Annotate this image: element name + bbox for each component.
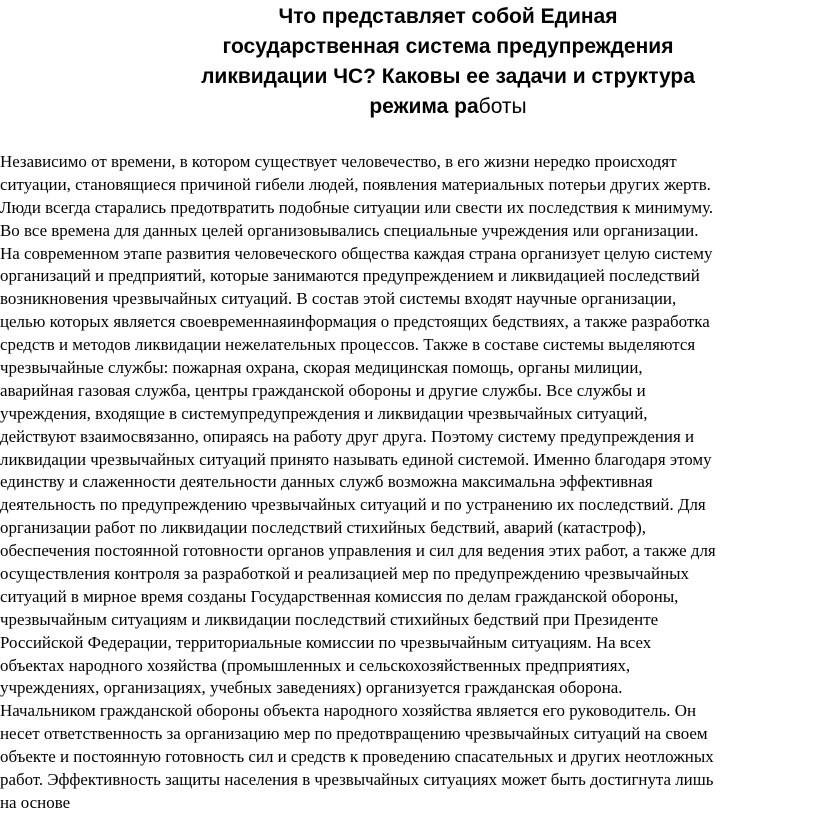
title-line-1: Что представляет собой Единая bbox=[278, 5, 618, 28]
body-line: Начальником гражданской обороны объекта народного хозяйства является его руководитель. Он bbox=[0, 701, 697, 721]
title-line-4-bold: режима ра bbox=[369, 95, 479, 118]
body-line: средств и методов ликвидации нежелательных процессов. Также в составе системы выделяются bbox=[0, 335, 696, 355]
body-line: Российской Федерации, территориальные комиссии по чрезвычайным ситуациям. На всех bbox=[0, 632, 652, 652]
body-line: учреждениях, организациях, учебных заведениях) организуется гражданская оборона. bbox=[0, 678, 623, 698]
body-line: аварийная газовая служба, центры гражданской обороны и другие службы. Все службы и bbox=[0, 380, 646, 400]
body-line: на основе bbox=[0, 792, 71, 812]
body-line: работ. Эффективность защиты населения в чрезвычайных ситуациях может быть достигнута лишь bbox=[0, 770, 714, 790]
body-line: деятельность по предупреждению чрезвычайных ситуаций и по устранению их последствий. Для bbox=[0, 495, 706, 515]
title-line-2: государственная система предупреждения bbox=[222, 35, 674, 58]
body-line: Люди всегда старались предотвратить подобные ситуации или свести их последствия к минимуму. bbox=[0, 197, 714, 217]
body-line: чрезвычайным ситуациям и ликвидации последствий стихийных бедствий при Президенте bbox=[0, 609, 659, 629]
body-line: целью которых является своевременнаяинформация о предстоящих бедствиях, а также разработка bbox=[0, 312, 710, 332]
body-line: ликвидации чрезвычайных ситуаций принято называть единой системой. Именно благодаря этому bbox=[0, 449, 712, 469]
body-line: возникновения чрезвычайных ситуаций. В состав этой системы входят научные организации, bbox=[0, 289, 677, 309]
body-line: ситуаций в мирное время созданы Государственная комиссия по делам гражданской обороны, bbox=[0, 586, 679, 606]
title-line-4-normal: боты bbox=[478, 95, 527, 118]
body-line: объектах народного хозяйства (промышленных и сельскохозяйственных предприятиях, bbox=[0, 655, 631, 675]
title-line-4 bbox=[120, 92, 776, 122]
body-line: объекте и постоянную готовность сил и средств к проведению спасательных и других неотложных bbox=[0, 747, 714, 767]
body-text bbox=[0, 151, 816, 815]
body-line: осуществления контроля за разработкой и реализацией мер по предупреждению чрезвычайных bbox=[0, 564, 689, 584]
body-line: Во все времена для данных целей организовывались специальные учреждения или организации. bbox=[0, 220, 699, 240]
body-line: чрезвычайные службы: пожарная охрана, скорая медицинская помощь, органы милиции, bbox=[0, 358, 643, 378]
body-line: ситуации, становящиеся причиной гибели людей, появления материальных потерьи других жертв. bbox=[0, 174, 711, 194]
body-line: действуют взаимосвязанно, опираясь на работу друг друга. Поэтому систему предупреждения и bbox=[0, 426, 695, 446]
body-line: На современном этапе развития человеческого общества каждая страна организует целую систему bbox=[0, 243, 713, 263]
body-line: обеспечения постоянной готовности органов управления и сил для ведения этих работ, а также для bbox=[0, 541, 716, 561]
body-line: организаций и предприятий, которые занимаются предупреждением и ликвидацией последствий bbox=[0, 266, 700, 286]
body-line: единству и слаженности деятельности данных служб возможна максимальна эффективная bbox=[0, 472, 653, 492]
title-line-3: ликвидации ЧС? Каковы ее задачи и структура bbox=[201, 65, 695, 88]
page-title bbox=[120, 2, 776, 122]
body-line: Независимо от времени, в котором существует человечество, в его жизни нередко происходят bbox=[0, 152, 677, 171]
body-line: организации работ по ликвидации последствий стихийных бедствий, аварий (катастроф), bbox=[0, 518, 647, 538]
body-line: учреждения, входящие в системупредупреждения и ликвидации чрезвычайных ситуаций, bbox=[0, 403, 648, 423]
body-line: несет ответственность за организацию мер по предотвращению чрезвычайных ситуаций на своем bbox=[0, 724, 708, 744]
